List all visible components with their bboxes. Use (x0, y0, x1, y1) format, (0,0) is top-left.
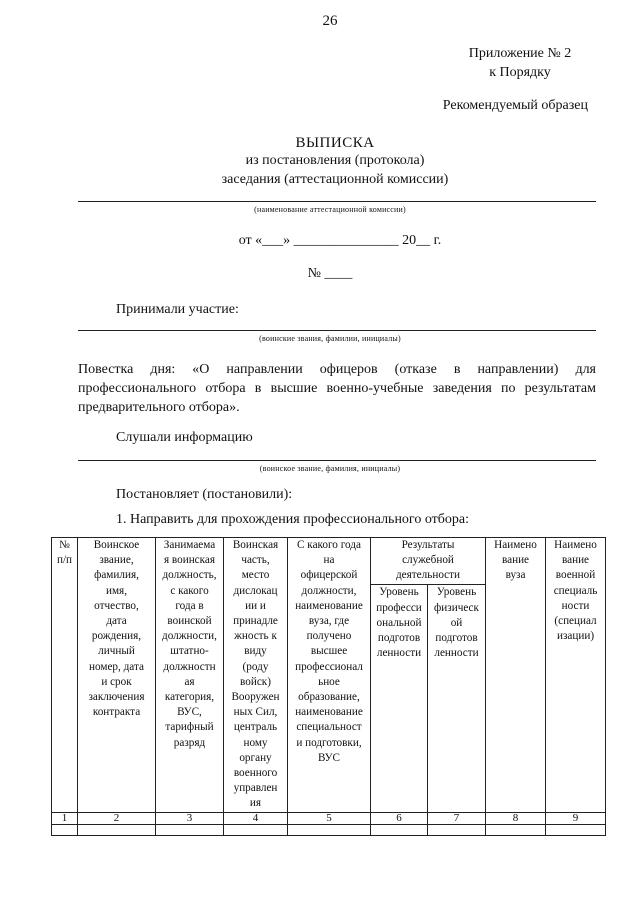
page-number: 26 (322, 13, 338, 29)
empty-cell (156, 824, 224, 835)
column-number: 6 (371, 812, 428, 824)
document-title: ВЫПИСКА (295, 135, 375, 151)
empty-cell (224, 824, 288, 835)
empty-cell (546, 824, 606, 835)
participants-label: Принимали участие: (116, 302, 239, 317)
header-row (52, 538, 606, 585)
column-number: 2 (78, 812, 156, 824)
header-position: Занимаема я воинская должность, с какого года в воинской должности, штатно- должностн ая категория, ВУС, тарифный разряд (156, 538, 224, 813)
number-line: № ____ (307, 266, 353, 281)
item-1: 1. Направить для прохождения профессионального отбора: (116, 512, 469, 527)
header-university: Наимено вание вуза (486, 538, 546, 813)
column-number: 4 (224, 812, 288, 824)
subheader-physical: Уровень физическ ой подготов ленности (428, 585, 486, 812)
header-unit: Воинская часть, место дислокац ии и принадле жность к виду (роду войск) Вооружен ных Сил, централь ному органу военного управлен ия (224, 538, 288, 813)
column-number: 7 (428, 812, 486, 824)
heard-line (78, 460, 596, 461)
empty-cell (428, 824, 486, 835)
empty-cell (52, 824, 78, 835)
commission-name-caption: (наименование аттестационной комиссии) (254, 205, 406, 214)
header-education: С какого года на офицерской должности, наименование вуза, где получено высшее профессионал ьное образование, наименование специальност и подготовки, ВУС (288, 538, 371, 813)
column-numbers-row (52, 812, 606, 824)
subheader-professional: Уровень професси ональной подготов ленности (371, 585, 428, 812)
empty-cell (371, 824, 428, 835)
appendix-reference: к Порядку (489, 65, 551, 80)
header-specialty: Наимено вание военной специаль ности (специал изации) (546, 538, 606, 813)
participants-line (78, 330, 596, 331)
header-rank-name: Воинское звание, фамилия, имя, отчество, дата рождения, личный номер, дата и срок заключения контракта (78, 538, 156, 813)
header-index: № п/п (52, 538, 78, 813)
date-line: от «___» _______________ 20__ г. (238, 233, 442, 248)
empty-data-row (52, 824, 606, 835)
heard-label: Слушали информацию (116, 430, 253, 445)
column-number: 1 (52, 812, 78, 824)
resolved-label: Постановляет (постановили): (116, 487, 293, 502)
commission-name-line (78, 201, 596, 202)
column-number: 8 (486, 812, 546, 824)
empty-cell (486, 824, 546, 835)
sample-label: Рекомендуемый образец (442, 98, 588, 113)
agenda-paragraph: Повестка дня: «О направлении офицеров (отказе в направлении) для профессионального отбора в высшие военно-учебные заведения по результатам предварительного отбора». (78, 362, 596, 415)
appendix-label: Приложение № 2 (468, 46, 572, 61)
document-subtitle: из постановления (протокола) (245, 153, 425, 168)
empty-cell (78, 824, 156, 835)
candidates-table (51, 537, 606, 836)
participants-caption: (воинские звания, фамилии, инициалы) (259, 334, 401, 343)
heard-caption: (воинское звание, фамилия, инициалы) (259, 464, 401, 473)
document-subtitle-2: заседания (аттестационной комиссии) (221, 172, 449, 187)
empty-cell (288, 824, 371, 835)
column-number: 5 (288, 812, 371, 824)
header-results: Результаты служебной деятельности (371, 538, 486, 585)
column-number: 3 (156, 812, 224, 824)
column-number: 9 (546, 812, 606, 824)
